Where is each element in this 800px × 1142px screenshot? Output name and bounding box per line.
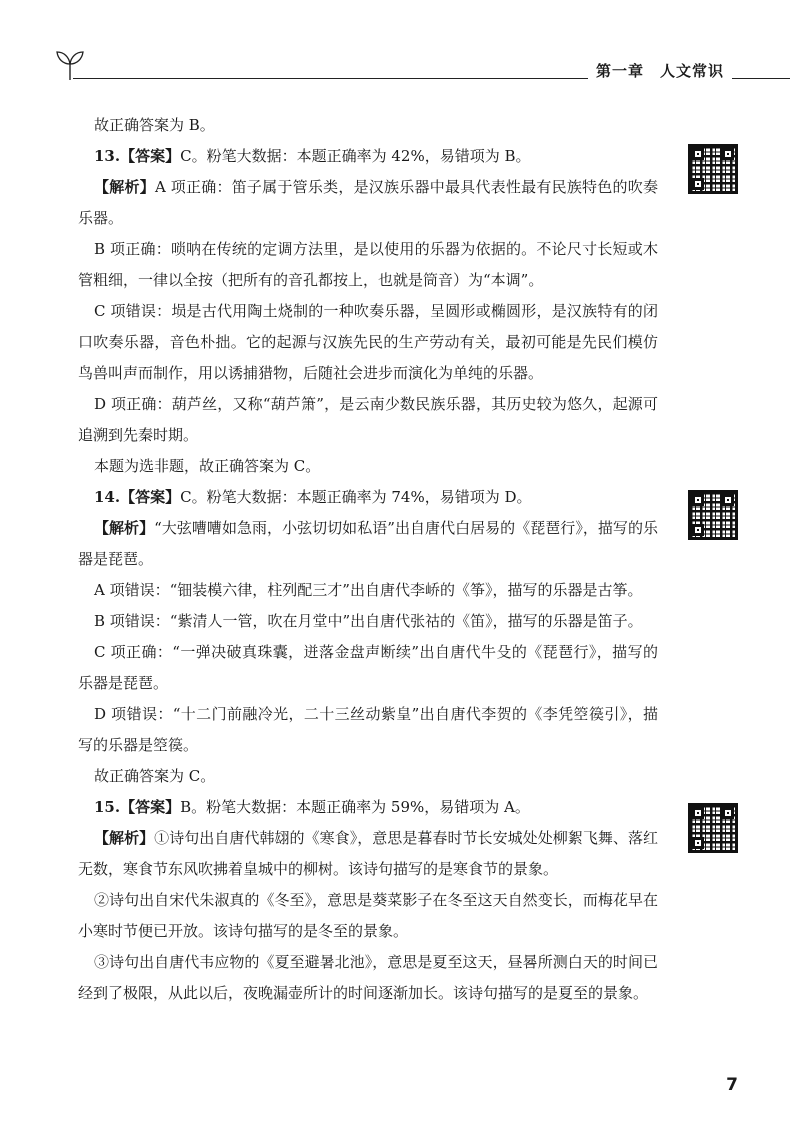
leaf-sprout-icon: [55, 48, 85, 82]
answer-paragraph: 14.【答案】C。粉笔大数据：本题正确率为 74%，易错项为 D。: [94, 488, 532, 506]
answer-paragraph: 15.【答案】B。粉笔大数据：本题正确率为 59%，易错项为 A。: [94, 798, 530, 816]
analysis-paragraph: 【解析】A 项正确：笛子属于管乐类，是汉族乐器中最具代表性最有民族特色的吹奏乐器。: [78, 178, 658, 227]
answer-label: 14.【答案】: [94, 488, 181, 506]
paragraph: ②诗句出自宋代朱淑真的《冬至》，意思是葵菜影子在冬至这天自然变长，而梅花早在小寒时节便已开放。该诗句描写的是冬至的景象。: [78, 891, 658, 940]
page-body: [78, 110, 658, 1009]
analysis-paragraph: 【解析】“大弦嘈嘈如急雨，小弦切切如私语”出自唐代白居易的《琵琶行》，描写的乐器是琵琶。: [78, 519, 658, 568]
paragraph: C 项正确：“一弹决破真珠囊，迸落金盘声断续”出自唐代牛殳的《琵琶行》，描写的乐器是琵琶。: [78, 643, 658, 692]
paragraph: 故正确答案为 B。: [94, 116, 215, 134]
analysis-label: 【解析】: [94, 178, 155, 196]
analysis-paragraph: 【解析】①诗句出自唐代韩翃的《寒食》，意思是暮春时节长安城处处柳絮飞舞、落红无数，寒食节东风吹拂着皇城中的柳树。该诗句描写的是寒食节的景象。: [78, 829, 658, 878]
analysis-label: 【解析】: [94, 519, 155, 537]
paragraph: 故正确答案为 C。: [94, 767, 216, 785]
paragraph: A 项错误：“钿装模六律，柱列配三才”出自唐代李峤的《筝》，描写的乐器是古筝。: [94, 581, 643, 599]
page-number: 7: [726, 1075, 738, 1095]
qr-code-icon[interactable]: [688, 490, 738, 540]
answer-label: 13.【答案】: [94, 147, 181, 165]
paragraph: B 项错误：“紫清人一管，吹在月堂中”出自唐代张祜的《笛》，描写的乐器是笛子。: [94, 612, 643, 630]
chapter-title: 第一章 人文常识: [588, 60, 732, 81]
paragraph: B 项正确：唢呐在传统的定调方法里，是以使用的乐器为依据的。不论尺寸长短或木管粗细，一律以全按（把所有的音孔都按上，也就是筒音）为“本调”。: [78, 240, 658, 289]
qr-code-icon[interactable]: [688, 803, 738, 853]
qr-code-icon[interactable]: [688, 144, 738, 194]
paragraph: 本题为选非题，故正确答案为 C。: [94, 457, 321, 475]
paragraph: C 项错误：埙是古代用陶土烧制的一种吹奏乐器，呈圆形或椭圆形，是汉族特有的闭口吹奏乐器，音色朴拙。它的起源与汉族先民的生产劳动有关，最初可能是先民们模仿鸟兽叫声而制作，用以诱捕猎物，后随社会进步而演化为单纯的乐器。: [78, 302, 658, 382]
answer-label: 15.【答案】: [94, 798, 181, 816]
page-header: [55, 48, 790, 88]
paragraph: ③诗句出自唐代韦应物的《夏至避暑北池》，意思是夏至这天，昼晷所测白天的时间已经到了极限，从此以后，夜晚漏壶所计的时间逐渐加长。该诗句描写的是夏至的景象。: [78, 953, 658, 1002]
analysis-label: 【解析】: [94, 829, 155, 847]
paragraph: D 项正确：葫芦丝，又称“葫芦箫”，是云南少数民族乐器，其历史较为悠久，起源可追溯到先秦时期。: [78, 395, 658, 444]
paragraph: D 项错误：“十二门前融冷光，二十三丝动紫皇”出自唐代李贺的《李凭箜篌引》，描写的乐器是箜篌。: [78, 705, 658, 754]
answer-paragraph: 13.【答案】C。粉笔大数据：本题正确率为 42%，易错项为 B。: [94, 147, 531, 165]
